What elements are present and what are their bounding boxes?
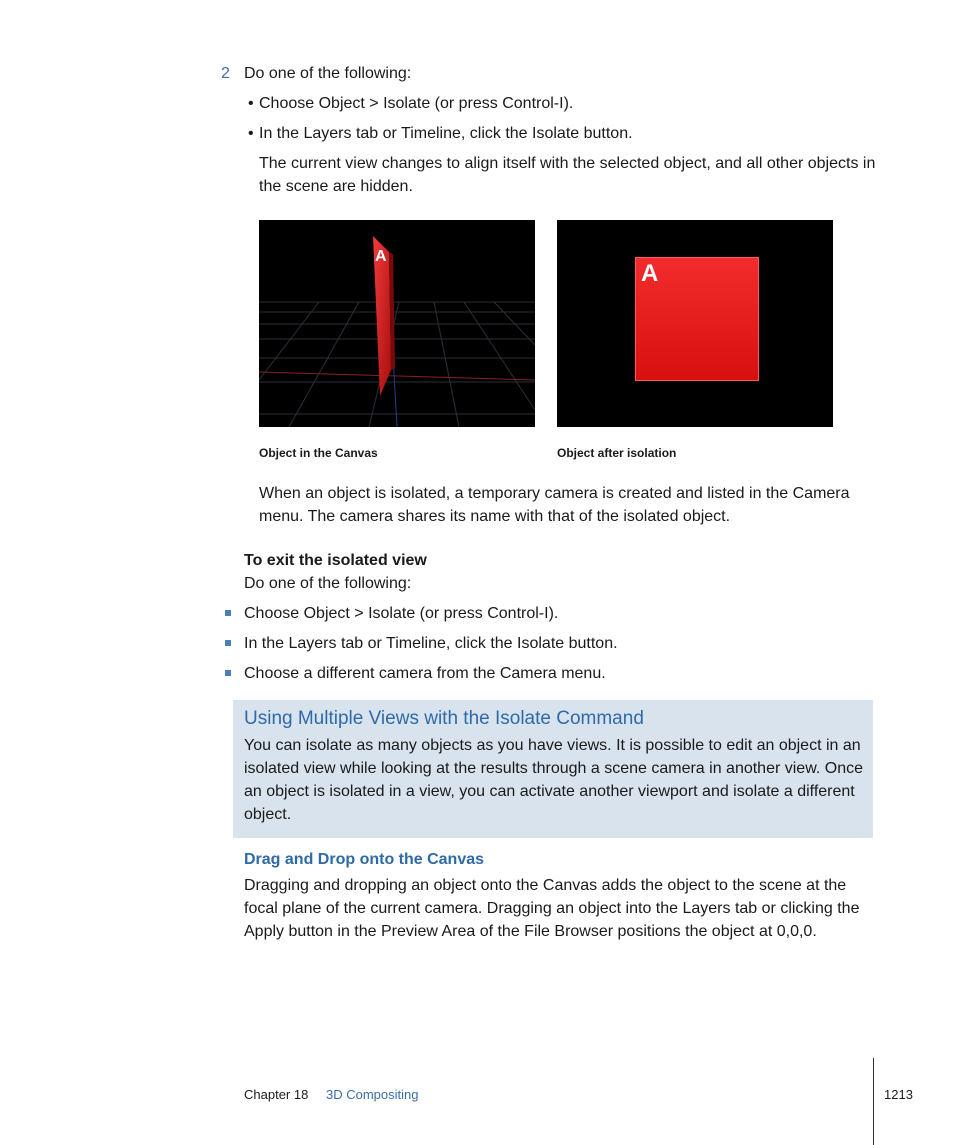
footer-chapter: Chapter 18 — [244, 1087, 309, 1102]
square-bullet-icon — [225, 640, 231, 646]
footer-section: 3D Compositing — [326, 1087, 419, 1102]
step-text: Do one of the following: — [244, 65, 412, 82]
figure-isolated — [557, 220, 833, 427]
task-heading: To exit the isolated view — [244, 552, 427, 569]
isolation-description: When an object is isolated, a temporary camera is created and listed in the Camera menu. The camera shares its name with that of the isolated object. — [259, 485, 850, 525]
callout-title: Using Multiple Views with the Isolate Command — [244, 708, 644, 729]
section-body: Dragging and dropping an object onto the Canvas adds the object to the scene at the focal plane of the current camera. Dragging an object into the Layers tab or clicking the Apply button in the Preview Area of the File Browser positions the object at 0,0,0. — [244, 877, 860, 940]
step-bullet — [248, 122, 878, 145]
step-bullet-text: In the Layers tab or Timeline, click the Isolate button. — [259, 125, 633, 142]
list-item — [225, 662, 865, 685]
object-label: A — [375, 248, 387, 265]
object-label: A — [641, 260, 659, 287]
canvas-grid-illustration — [259, 220, 535, 427]
step-bullet — [248, 92, 878, 115]
step-result: The current view changes to align itself with the selected object, and all other objects in the scene are hidden. — [259, 155, 876, 195]
list-item — [225, 632, 865, 655]
list-item-text: In the Layers tab or Timeline, click the Isolate button. — [244, 635, 618, 652]
section-heading: Drag and Drop onto the Canvas — [244, 851, 485, 868]
bullet-dot-icon: • — [248, 125, 254, 142]
callout-body: You can isolate as many objects as you have views. It is possible to edit an object in an isolated view while looking at the results through a scene camera in another view. Once an object is isolated in a view, you can activate another viewport and isolate a different object. — [244, 737, 864, 823]
footer-divider — [873, 1058, 874, 1145]
square-bullet-icon — [225, 610, 231, 616]
figure-caption: Object after isolation — [557, 446, 677, 460]
list-item — [225, 602, 865, 625]
page-number: 1213 — [884, 1087, 913, 1102]
bullet-dot-icon: • — [248, 95, 254, 112]
figure-caption: Object in the Canvas — [259, 446, 378, 460]
task-intro: Do one of the following: — [244, 575, 412, 592]
step-bullet-text: Choose Object > Isolate (or press Control-I). — [259, 95, 574, 112]
figure-canvas — [259, 220, 535, 427]
step-number: 2 — [221, 65, 230, 82]
list-item-text: Choose a different camera from the Camera menu. — [244, 665, 606, 682]
list-item-text: Choose Object > Isolate (or press Control-I). — [244, 605, 559, 622]
square-bullet-icon — [225, 670, 231, 676]
